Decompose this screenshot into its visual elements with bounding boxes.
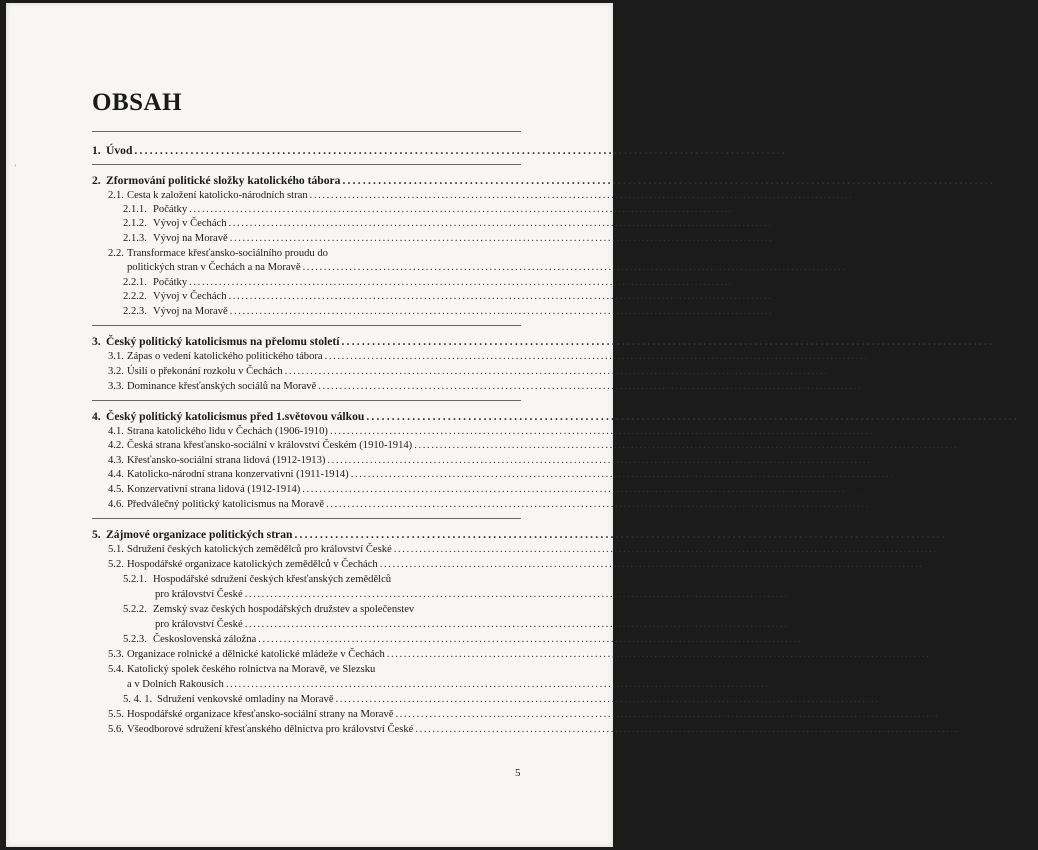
toc-number: 2.1.1. — [123, 204, 147, 215]
toc-number: 5.1. — [108, 544, 124, 555]
toc-entry-continuation — [127, 678, 788, 692]
leader-dots: ................................................................................................................................ — [386, 649, 931, 660]
toc-text: Konzervativní strana lidová (1912-1914) — [127, 484, 301, 495]
toc-page: 72 — [830, 366, 842, 377]
toc-entry-section — [108, 723, 978, 737]
toc-number: 4.3. — [108, 455, 124, 466]
toc-text: Zemský svaz českých hospodářských družstev a společenstev — [153, 604, 415, 615]
leader-dots: ................................................................................................................................ — [335, 694, 880, 705]
toc-entry-section — [108, 380, 875, 394]
toc-entry-section — [108, 189, 867, 203]
toc-number: 1. — [92, 144, 101, 157]
toc-entry-subsection — [123, 203, 746, 217]
leader-dots: ................................................................................................................................ — [393, 544, 938, 555]
section-divider — [92, 164, 521, 165]
toc-number: 2.1.3. — [123, 233, 147, 244]
leader-dots: ................................................................................................................................ — [329, 426, 874, 437]
toc-page: 172 — [790, 589, 807, 600]
toc-entry-section — [108, 365, 842, 379]
leader-dots: ................................................................................................................................ — [415, 724, 960, 735]
toc-text: Hospodářské organizace křesťansko-sociální strany na Moravě — [127, 709, 394, 720]
toc-page: 49 — [996, 335, 1008, 348]
toc-entry-subsection — [123, 573, 391, 587]
toc-page: 183 — [941, 709, 958, 720]
toc-text: Hospodářské organizace katolických zemědělců v Čechách — [127, 559, 378, 570]
leader-dots: ................................................................................................................................ — [225, 679, 770, 690]
toc-number: 5.3. — [108, 649, 124, 660]
toc-page: 31 — [848, 262, 859, 273]
toc-number: 5.2. — [108, 559, 124, 570]
leader-dots: ................................................................................................................................ — [284, 366, 829, 377]
toc-page: 171 — [925, 559, 942, 570]
toc-entry-continuation — [155, 588, 807, 602]
toc-page: 185 — [961, 724, 978, 735]
toc-number: 5.2.2. — [123, 604, 147, 615]
toc-entry-subsection — [123, 693, 898, 707]
leader-dots: ................................................................................................................................ — [189, 204, 733, 215]
page-title: OBSAH — [92, 89, 183, 116]
section-divider — [92, 518, 521, 519]
toc-text: Vývoj v Čechách — [153, 218, 227, 229]
toc-number: 3.2. — [108, 366, 124, 377]
toc-entry-section — [108, 483, 864, 497]
leader-dots: ................................................................................................................................ — [366, 410, 1019, 423]
leader-dots: ................................................................................................................................ — [302, 484, 847, 495]
toc-text: Předválečný politický katolicismus na Moravě — [127, 499, 325, 510]
toc-page: 14 — [774, 218, 785, 229]
toc-number: 4.5. — [108, 484, 124, 495]
toc-text: Všeodborové sdružení křesťanského dělnictva pro království České — [127, 724, 414, 735]
toc-text: Organizace rolnické a dělnické katolické mládeže v Čechách — [127, 649, 385, 660]
toc-text: Vývoj v Čechách — [153, 291, 227, 302]
leader-dots: ................................................................................................................................ — [229, 306, 774, 317]
toc-page: 173 — [790, 619, 807, 630]
toc-entry-section — [108, 439, 976, 453]
toc-page: 40 — [775, 306, 787, 317]
toc-page: 31 — [734, 277, 746, 288]
toc-number: 5.2.1. — [123, 574, 147, 585]
leader-dots: ................................................................................................................................ — [294, 528, 948, 541]
toc-number: 5.4. — [108, 664, 124, 675]
toc-text: Počátky — [153, 204, 188, 215]
toc-text: Český politický katolicismus na přelomu století — [106, 335, 340, 348]
toc-page: 167 — [939, 544, 956, 555]
toc-text: pro království České — [155, 619, 243, 630]
toc-page: 13 — [855, 190, 867, 201]
toc-entry-chapter — [92, 410, 1038, 424]
leader-dots: ................................................................................................................................ — [341, 335, 995, 348]
toc-page: 9 — [789, 144, 795, 157]
toc-page: 181 — [881, 694, 898, 705]
toc-entry-subsection — [123, 290, 785, 304]
toc-entry-section — [108, 708, 958, 722]
toc-number: 3.1. — [108, 351, 124, 362]
toc-text: Zájmové organizace politických stran — [106, 528, 293, 541]
toc-page: 167 — [949, 528, 967, 541]
toc-entry-section — [108, 350, 882, 364]
leader-dots: ................................................................................................................................ — [327, 455, 872, 466]
toc-number: 3. — [92, 335, 101, 348]
toc-text: Československá záložna — [153, 634, 257, 645]
toc-text: Sdružení venkovské omladiny na Moravě — [157, 694, 334, 705]
toc-page: 175 — [932, 649, 949, 660]
leader-dots: ................................................................................................................................ — [244, 589, 789, 600]
leader-dots: ................................................................................................................................ — [134, 144, 788, 157]
toc-text: Vývoj na Moravě — [153, 306, 228, 317]
toc-text: Zápas o vedení katolického politického tábora — [127, 351, 323, 362]
leader-dots: ................................................................................................................................ — [318, 381, 863, 392]
toc-entry-section — [108, 247, 328, 261]
toc-number: 5.2.3. — [123, 634, 147, 645]
leader-dots: ................................................................................................................................ — [244, 619, 789, 630]
toc-entry-subsection — [123, 305, 787, 319]
toc-number: 5.6. — [108, 724, 124, 735]
toc-entry-continuation — [127, 261, 859, 275]
toc-entry-chapter — [92, 144, 795, 158]
toc-number: 4.6. — [108, 499, 124, 510]
toc-page: 49 — [870, 351, 882, 362]
leader-dots: ................................................................................................................................ — [326, 499, 870, 510]
toc-text: Český politický katolicismus před 1.světovou válkou — [106, 410, 365, 423]
toc-entry-section — [108, 648, 949, 662]
page-number: 5 — [515, 767, 521, 779]
leader-dots: ................................................................................................................................ — [395, 709, 940, 720]
toc-number: 3.3. — [108, 381, 124, 392]
toc-page: 115 — [875, 426, 892, 437]
leader-dots: ................................................................................................................................ — [229, 233, 774, 244]
toc-entry-section — [108, 663, 375, 677]
toc-page: 93 — [864, 381, 875, 392]
toc-entry-subsection — [123, 276, 746, 290]
toc-page: 175 — [804, 634, 820, 645]
toc-number: 2.2. — [108, 248, 124, 259]
leader-dots: ................................................................................................................................ — [302, 262, 847, 273]
toc-page: 13 — [734, 204, 746, 215]
toc-text: Dominance křesťanských sociálů na Moravě — [127, 381, 317, 392]
toc-page: 115 — [1020, 410, 1038, 423]
leader-dots: ................................................................................................................................ — [228, 291, 773, 302]
toc-number: 4.2. — [108, 440, 124, 451]
toc-entry-section — [108, 558, 942, 572]
toc-page: 33 — [774, 291, 785, 302]
toc-number: 5. 4. 1. — [123, 694, 153, 705]
toc-page: 159 — [871, 499, 888, 510]
toc-entry-section — [108, 498, 888, 512]
toc-text: a v Dolních Rakousích — [127, 679, 224, 690]
leader-dots: ................................................................................................................................ — [258, 634, 803, 645]
toc-page: 25 — [775, 233, 787, 244]
toc-number: 5. — [92, 528, 101, 541]
toc-text: Transformace křesťansko-sociálního proudu do — [127, 248, 328, 259]
toc-text: Úsilí o překonání rozkolu v Čechách — [127, 366, 283, 377]
toc-entry-section — [108, 454, 890, 468]
toc-entry-continuation — [155, 618, 807, 632]
toc-entry-section — [108, 468, 913, 482]
toc-text: Strana katolického lidu v Čechách (1906-1910) — [127, 426, 328, 437]
toc-entry-section — [108, 543, 956, 557]
leader-dots: ................................................................................................................................ — [379, 559, 924, 570]
section-divider — [92, 325, 521, 326]
toc-entry-chapter — [92, 174, 1009, 188]
toc-number: 2.2.2. — [123, 291, 147, 302]
toc-page: 178 — [771, 679, 788, 690]
toc-text: Cesta k založení katolicko-národních stran — [127, 190, 308, 201]
toc-text: Katolicko-národní strana konzervativní (1911-1914) — [127, 469, 349, 480]
toc-page: 129 — [960, 440, 976, 451]
toc-entry-section — [108, 425, 892, 439]
toc-number: 2.2.3. — [123, 306, 147, 317]
leader-dots: ................................................................................................................................ — [309, 190, 854, 201]
book-page — [6, 3, 1038, 847]
toc-number: 2. — [92, 174, 101, 187]
toc-entry-subsection — [123, 217, 785, 231]
toc-page: 151 — [896, 469, 913, 480]
leader-dots: ................................................................................................................................ — [414, 440, 959, 451]
toc-number: 5.5. — [108, 709, 124, 720]
toc-number: 2.2.1. — [123, 277, 147, 288]
toc-text: Česká strana křesťansko-sociální v království Českém (1910-1914) — [127, 440, 413, 451]
toc-page: 148 — [873, 455, 890, 466]
toc-number: 4. — [92, 410, 101, 423]
leader-dots: ................................................................................................................................ — [228, 218, 773, 229]
section-divider — [92, 400, 521, 401]
leader-dots: ................................................................................................................................ — [324, 351, 869, 362]
toc-entry-chapter — [92, 528, 967, 542]
toc-text: politických stran v Čechách a na Moravě — [127, 262, 301, 273]
leader-dots: ................................................................................................................................ — [350, 469, 895, 480]
toc-text: Úvod — [106, 144, 133, 157]
toc-text: Vývoj na Moravě — [153, 233, 228, 244]
leader-dots: ................................................................................................................................ — [342, 174, 996, 187]
section-divider — [92, 131, 521, 132]
toc-text: Zformování politické složky katolického tábora — [106, 174, 341, 187]
toc-entry-subsection — [123, 232, 787, 246]
toc-text: Katolický spolek českého rolnictva na Moravě, ve Slezsku — [127, 664, 376, 675]
page-edge-mark: ʼ — [14, 163, 17, 172]
toc-text: Hospodářské sdružení českých křesťanských zemědělců — [153, 574, 392, 585]
toc-text: pro království České — [155, 589, 243, 600]
toc-page: 156 — [848, 484, 864, 495]
toc-page: 13 — [997, 174, 1009, 187]
toc-number: 2.1.2. — [123, 218, 147, 229]
toc-number: 4.1. — [108, 426, 124, 437]
toc-entry-chapter — [92, 335, 1008, 349]
toc-text: Sdružení českých katolických zemědělců pro království České — [127, 544, 392, 555]
toc-text: Počátky — [153, 277, 188, 288]
toc-entry-subsection — [123, 633, 820, 647]
toc-text: Křesťansko-sociální strana lidová (1912-1913) — [127, 455, 326, 466]
leader-dots: ................................................................................................................................ — [189, 277, 733, 288]
toc-entry-subsection — [123, 603, 414, 617]
toc-number: 2.1. — [108, 190, 124, 201]
toc-number: 4.4. — [108, 469, 124, 480]
